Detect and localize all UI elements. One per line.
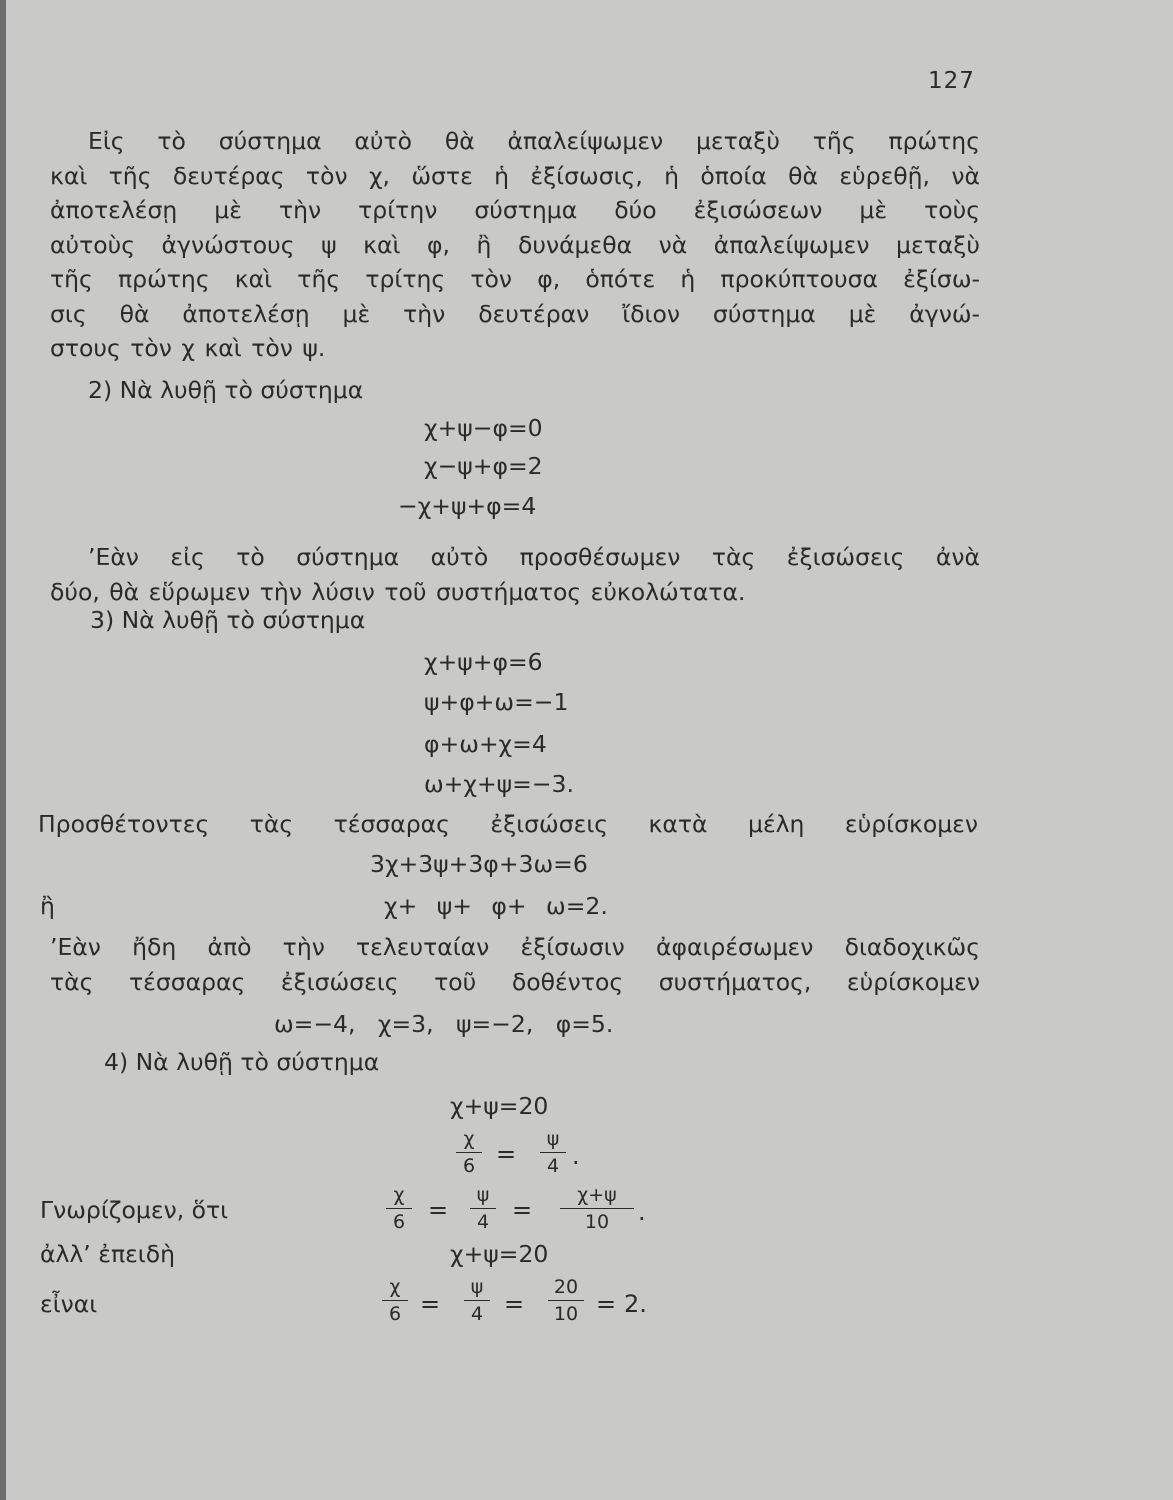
fraction: [548, 1276, 584, 1325]
numerator: χ: [463, 1128, 475, 1150]
fraction: [470, 1184, 496, 1233]
text-line: Εἰς τὸ σύστημα αὐτὸ θὰ ἀπαλείψωμεν μεταξὺ τῆς πρώτης: [88, 127, 980, 155]
denominator: 4: [546, 1155, 560, 1177]
equation: χ+ψ=20: [450, 1240, 549, 1268]
equation: 3χ+3ψ+3φ+3ω=6: [370, 850, 588, 878]
exercise-2-heading: 2) Νὰ λυθῇ τὸ σύστημα: [88, 376, 364, 404]
equals-sign: =: [504, 1290, 525, 1318]
equation: −χ+ψ+φ=4: [398, 492, 537, 520]
denominator: 10: [553, 1303, 579, 1325]
exercise-4-heading: 4) Νὰ λυθῇ τὸ σύστημα: [104, 1048, 380, 1076]
denominator: 4: [470, 1303, 484, 1325]
result-equation: ω=−4, χ=3, ψ=−2, φ=5.: [274, 1010, 614, 1038]
exercise-3-heading: 3) Νὰ λυθῇ τὸ σύστημα: [90, 606, 366, 634]
fraction: [540, 1128, 566, 1177]
equals-sign: =: [596, 1290, 617, 1318]
fraction: [464, 1276, 490, 1325]
result-value: 2.: [624, 1290, 647, 1318]
text-line: σις θὰ ἀποτελέσῃ μὲ τὴν δευτέραν ἴδιον σύστημα μὲ ἀγνώ-: [50, 299, 980, 328]
numerator: ψ: [470, 1276, 484, 1298]
numerator: 20: [553, 1276, 579, 1298]
text-line: ’Εὰν ἤδη ἀπὸ τὴν τελευταίαν ἐξίσωσιν ἀφαιρέσωμεν διαδοχικῶς: [50, 933, 980, 961]
fraction: [386, 1184, 412, 1233]
equation: χ+ψ=20: [450, 1092, 549, 1120]
equation: χ+ ψ+ φ+ ω=2.: [384, 892, 608, 920]
or-label: ἢ: [40, 892, 55, 920]
denominator: 4: [476, 1211, 490, 1233]
fraction-bar: [540, 1152, 566, 1153]
numerator: ψ: [476, 1184, 490, 1206]
equation: χ−ψ+φ=2: [424, 452, 543, 480]
numerator: χ: [389, 1276, 401, 1298]
intro-paragraph: [50, 124, 980, 366]
equation: ω+χ+ψ=−3.: [424, 770, 574, 798]
but-label: ἀλλ’ ἐπειδὴ: [40, 1240, 176, 1268]
text-line: ἀποτελέσῃ μὲ τὴν τρίτην σύστημα δύο ἐξισώσεων μὲ τοὺς: [50, 196, 980, 224]
denominator: 10: [584, 1211, 610, 1233]
fraction-bar: [560, 1208, 634, 1209]
exercise-3-text: [50, 930, 980, 999]
fraction-bar: [464, 1300, 490, 1301]
fraction: [382, 1276, 408, 1325]
fraction-bar: [456, 1152, 482, 1153]
numerator: ψ: [546, 1128, 560, 1150]
fraction: [560, 1184, 634, 1233]
fraction-bar: [386, 1208, 412, 1209]
equation: φ+ω+χ=4: [424, 730, 547, 758]
page-edge: [0, 0, 6, 1500]
denominator: 6: [388, 1303, 402, 1325]
text-line: τῆς πρώτης καὶ τῆς τρίτης τὸν φ, ὁπότε ἡ προκύπτουσα ἐξίσω-: [50, 265, 980, 293]
fraction: [456, 1128, 482, 1177]
fraction-bar: [470, 1208, 496, 1209]
page-number: 127: [928, 68, 975, 94]
text-line: καὶ τῆς δευτέρας τὸν χ, ὥστε ἡ ἐξίσωσις, ἡ ὁποία θὰ εὑρεθῇ, νὰ: [50, 161, 980, 190]
period: .: [638, 1198, 646, 1226]
fraction-bar: [382, 1300, 408, 1301]
know-label: Γνωρίζομεν, ὅτι: [40, 1196, 229, 1224]
text-line: στους τὸν χ καὶ τὸν ψ.: [50, 334, 326, 362]
equals-sign: =: [420, 1290, 441, 1318]
equals-sign: =: [428, 1196, 449, 1224]
denominator: 6: [462, 1155, 476, 1177]
is-label: εἶναι: [40, 1290, 98, 1318]
text-line: τὰς τέσσαρας ἐξισώσεις τοῦ δοθέντος συστήματος, εὑρίσκομεν: [50, 967, 980, 996]
exercise-2-text: [50, 540, 980, 609]
fraction-bar: [548, 1300, 584, 1301]
numerator: χ: [393, 1184, 405, 1206]
equation: χ+ψ−φ=0: [424, 414, 543, 442]
denominator: 6: [392, 1211, 406, 1233]
equation: χ+ψ+φ=6: [424, 648, 543, 676]
equation: ψ+φ+ω=−1: [424, 688, 569, 716]
sum-text: Προσθέτοντες τὰς τέσσαρας ἐξισώσεις κατὰ μέλη εὑρίσκομεν: [38, 810, 978, 838]
text-line: ’Εὰν εἰς τὸ σύστημα αὐτὸ προσθέσωμεν τὰς ἐξισώσεις ἀνὰ: [88, 543, 980, 571]
period: .: [572, 1142, 580, 1170]
equals-sign: =: [512, 1196, 533, 1224]
text-line: δύο, θὰ εὕρωμεν τὴν λύσιν τοῦ συστήματος εὐκολώτατα.: [50, 577, 746, 606]
numerator: χ+ψ: [577, 1184, 617, 1206]
equals-sign: =: [496, 1140, 517, 1168]
text-line: αὐτοὺς ἀγνώστους ψ καὶ φ, ἢ δυνάμεθα νὰ ἀπαλείψωμεν μεταξὺ: [50, 230, 980, 259]
